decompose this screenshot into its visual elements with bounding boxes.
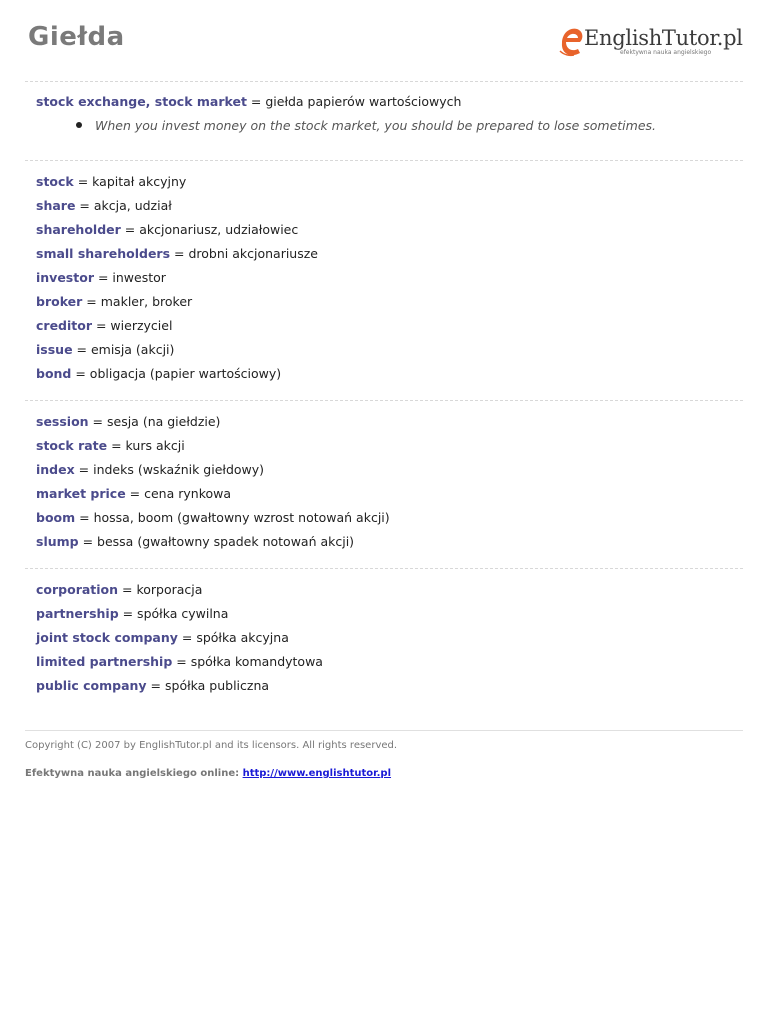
promo-label: Efektywna nauka angielskiego online: — [25, 768, 243, 779]
vocab-definition: = indeks (wskaźnik giełdowy) — [74, 462, 265, 477]
logo-name: EnglishTutor.pl — [584, 26, 743, 50]
page-title: Giełda — [28, 22, 125, 52]
vocab-definition: = makler, broker — [82, 294, 193, 309]
vocab-entry — [36, 218, 736, 242]
vocab-term: small shareholders — [36, 246, 171, 261]
logo-e-icon — [558, 25, 586, 57]
vocab-section-trading — [36, 410, 736, 554]
logo-tagline: efektywna nauka angielskiego — [620, 49, 712, 56]
vocab-definition: = kurs akcji — [107, 438, 185, 453]
vocab-section-companies — [36, 578, 736, 698]
vocab-entry — [36, 578, 736, 602]
footer-divider — [25, 730, 743, 731]
vocab-definition: = giełda papierów wartościowych — [246, 94, 462, 109]
vocab-definition: = cena rynkowa — [125, 486, 232, 501]
vocab-entry — [36, 674, 736, 698]
vocab-term: boom — [36, 510, 76, 525]
vocab-entry — [36, 362, 736, 386]
vocab-term: corporation — [36, 582, 119, 597]
vocab-entry — [36, 506, 736, 530]
vocab-term: index — [36, 462, 75, 477]
vocab-entry — [36, 458, 736, 482]
vocab-term: market price — [36, 486, 126, 501]
vocab-section-stock-exchange — [36, 90, 736, 114]
section-divider — [25, 81, 743, 82]
vocab-term: investor — [36, 270, 94, 285]
vocab-definition: = spółka publiczna — [146, 678, 270, 693]
vocab-definition: = spółka komandytowa — [172, 654, 323, 669]
vocab-term: share — [36, 198, 76, 213]
englishtutor-link[interactable]: http://www.englishtutor.pl — [242, 768, 392, 779]
vocab-entry — [36, 338, 736, 362]
vocab-term: stock exchange, stock market — [36, 94, 247, 109]
example-sentence — [76, 114, 656, 138]
section-divider — [25, 400, 743, 401]
vocab-entry — [36, 194, 736, 218]
vocab-term: public company — [36, 678, 147, 693]
vocab-entry — [36, 170, 736, 194]
vocab-entry — [36, 290, 736, 314]
vocab-term: limited partnership — [36, 654, 173, 669]
vocab-definition: = inwestor — [93, 270, 166, 285]
vocab-definition: = akcjonariusz, udziałowiec — [120, 222, 299, 237]
vocab-definition: = korporacja — [118, 582, 203, 597]
vocab-term: bond — [36, 366, 72, 381]
vocab-definition: = sesja (na giełdzie) — [88, 414, 221, 429]
vocab-definition: = akcja, udział — [75, 198, 172, 213]
vocab-entry — [36, 482, 736, 506]
copyright-text: Copyright (C) 2007 by EnglishTutor.pl and its licensors. All rights reserved. — [25, 740, 398, 751]
vocab-definition: = hossa, boom (gwałtowny wzrost notowań akcji) — [75, 510, 390, 525]
vocab-definition: = emisja (akcji) — [72, 342, 175, 357]
example-text: When you invest money on the stock market, you should be prepared to lose sometimes. — [95, 118, 657, 133]
section-divider — [25, 160, 743, 161]
vocab-term: session — [36, 414, 89, 429]
vocab-definition: = kapitał akcyjny — [73, 174, 187, 189]
vocab-term: stock — [36, 174, 74, 189]
vocab-entry — [36, 314, 736, 338]
vocab-definition: = drobni akcjonariusze — [170, 246, 318, 261]
vocab-term: broker — [36, 294, 83, 309]
vocab-entry — [36, 626, 736, 650]
vocab-entry — [36, 90, 736, 114]
vocab-section-market-participants — [36, 170, 736, 386]
vocab-definition: = bessa (gwałtowny spadek notowań akcji) — [78, 534, 355, 549]
vocab-definition: = spółka akcyjna — [177, 630, 289, 645]
vocab-entry — [36, 410, 736, 434]
vocab-entry — [36, 434, 736, 458]
vocab-definition: = obligacja (papier wartościowy) — [71, 366, 282, 381]
header — [0, 0, 768, 80]
vocab-term: creditor — [36, 318, 93, 333]
vocab-term: joint stock company — [36, 630, 178, 645]
vocab-term: slump — [36, 534, 79, 549]
vocab-definition: = wierzyciel — [92, 318, 173, 333]
vocab-entry — [36, 650, 736, 674]
promo-line — [25, 768, 391, 779]
vocab-definition: = spółka cywilna — [118, 606, 229, 621]
vocab-term: issue — [36, 342, 73, 357]
vocab-term: partnership — [36, 606, 119, 621]
vocab-term: shareholder — [36, 222, 121, 237]
section-divider — [25, 568, 743, 569]
vocab-entry — [36, 242, 736, 266]
vocab-entry — [36, 266, 736, 290]
englishtutor-logo[interactable] — [558, 25, 743, 59]
bullet-icon — [76, 122, 82, 128]
vocab-term: stock rate — [36, 438, 108, 453]
vocab-entry — [36, 530, 736, 554]
vocab-entry — [36, 602, 736, 626]
